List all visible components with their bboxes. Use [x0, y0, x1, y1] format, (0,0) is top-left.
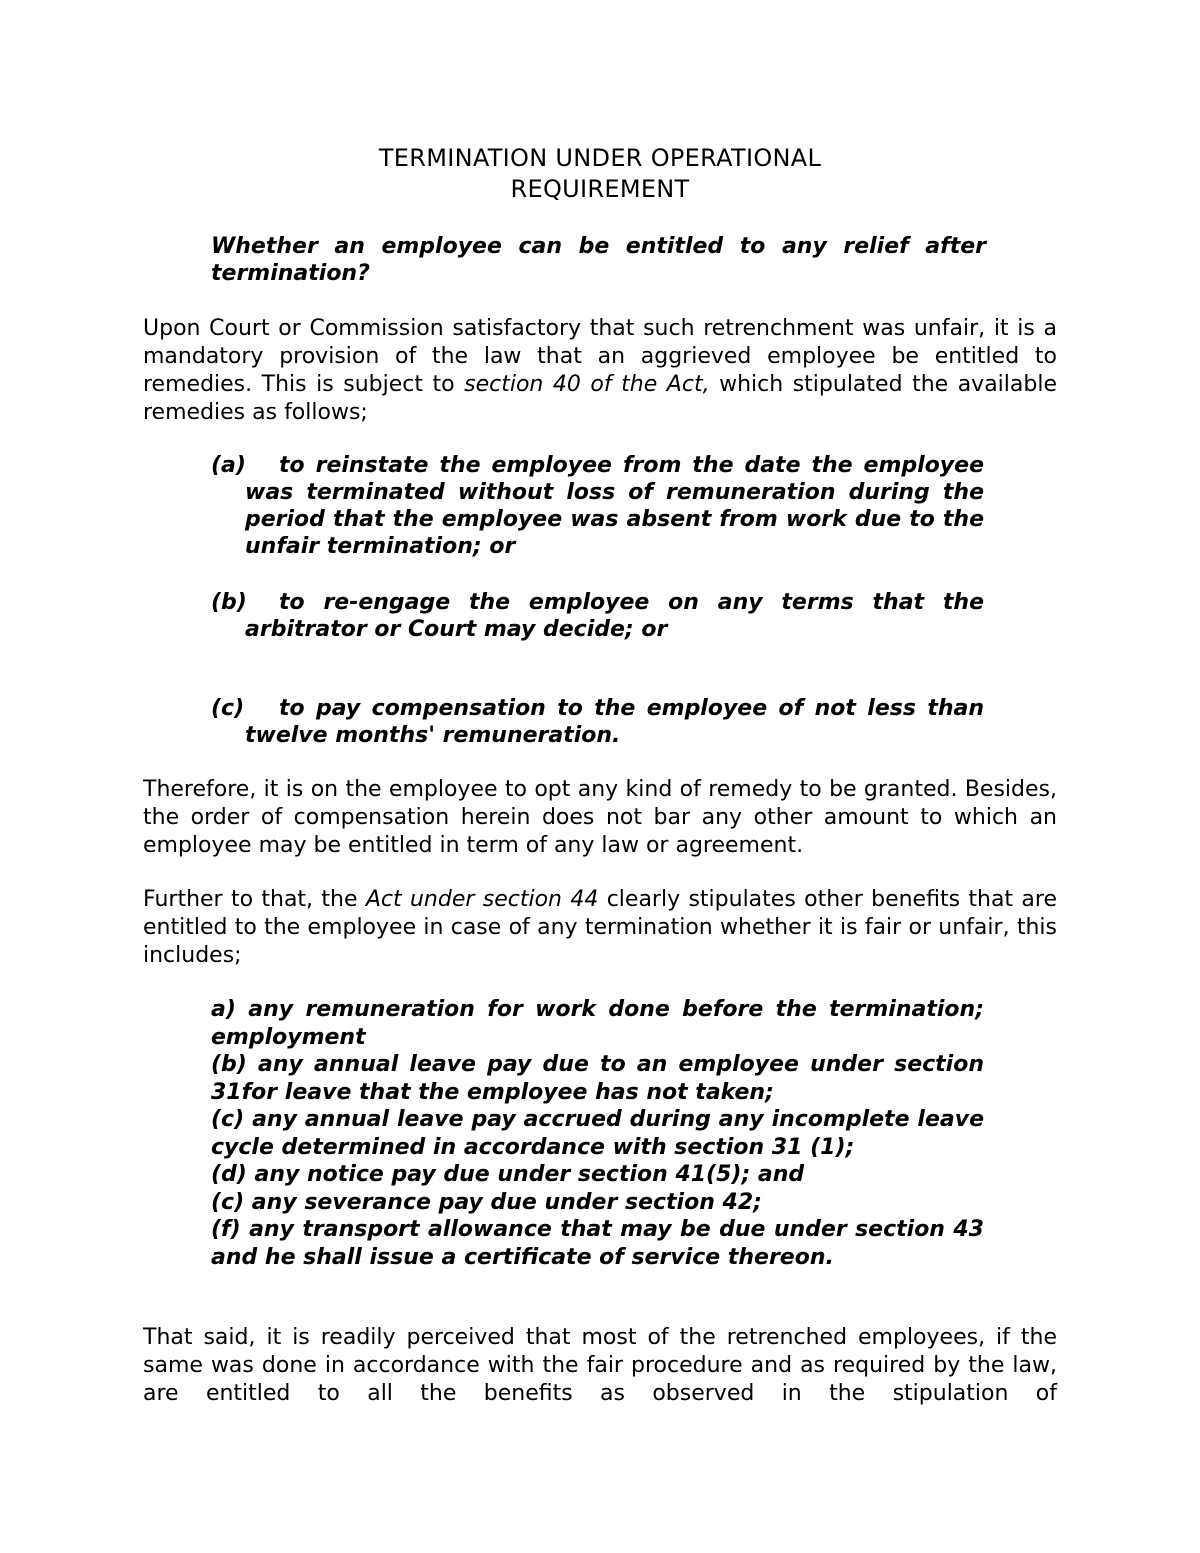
paragraph-remedies-intro	[143, 315, 1057, 427]
benefit-item: a) any remuneration for work done before the termination; employment	[211, 997, 984, 1050]
paragraph-section-44	[143, 886, 1057, 970]
paragraph-remedy-choice: Therefore, it is on the employee to opt any kind of remedy to be granted. Besides, the order of compensation herein does not bar any other amount to which an employee may be entitled in term of any law or agreement.	[143, 777, 1057, 858]
paragraph-text: Further to that, the	[143, 887, 366, 912]
remedy-item-b	[211, 589, 984, 643]
remedy-text: to pay compensation to the employee of not less than twelve months' remuneration.	[245, 696, 984, 748]
paragraph-text: Upon Court or Commission satisfactory that such retrenchment was unfair, it is a mandatory provision of the law that an aggrieved employee be entitled to remedies. This is subject to	[143, 316, 1057, 397]
benefit-item: (b) any annual leave pay due to an employee under section 31for leave that the employee has not taken;	[211, 1052, 984, 1105]
remedy-text: to re-engage the employee on any terms that the arbitrator or Court may decide; or	[245, 590, 984, 642]
remedy-item-c	[211, 695, 984, 749]
benefit-item: (f) any transport allowance that may be due under section 43 and he shall issue a certificate of service thereon.	[211, 1217, 984, 1270]
section-40-reference: section 40 of the Act,	[464, 372, 710, 397]
remedy-label: (a)	[211, 453, 246, 478]
paragraph-text: which stipulated the available remedies as follows;	[143, 372, 1058, 425]
paragraph-text: clearly stipulates other benefits that are entitled to the employee in case of any termination whether it is fair or unfair, this includes;	[143, 887, 1057, 968]
title-line-1: TERMINATION UNDER OPERATIONAL	[378, 144, 822, 172]
question-heading: Whether an employee can be entitled to any relief after termination?	[211, 234, 986, 286]
remedy-label: (b)	[211, 590, 247, 615]
remedy-item-a	[211, 452, 984, 560]
benefit-item: (d) any notice pay due under section 41(5); and	[211, 1162, 805, 1187]
benefits-list	[211, 996, 984, 1271]
remedy-label: (c)	[211, 696, 245, 721]
section-44-reference: Act under section 44	[365, 887, 599, 912]
title-line-2: REQUIREMENT	[510, 175, 690, 203]
paragraph-conclusion: That said, it is readily perceived that most of the retrenched employees, if the same was done in accordance with the fair procedure and as required by the law, are entitled to all the benefits as observed in the stipulation of	[143, 1325, 1057, 1406]
document-title	[143, 143, 1057, 205]
benefit-item: (c) any severance pay due under section 42;	[211, 1189, 762, 1215]
benefit-item: (c) any annual leave pay accrued during any incomplete leave cycle determined in accordance with section 31 (1);	[211, 1107, 984, 1160]
remedy-text: to reinstate the employee from the date the employee was terminated without loss of remuneration during the period that the employee was absent from work due to the unfair termination; or	[245, 453, 984, 559]
